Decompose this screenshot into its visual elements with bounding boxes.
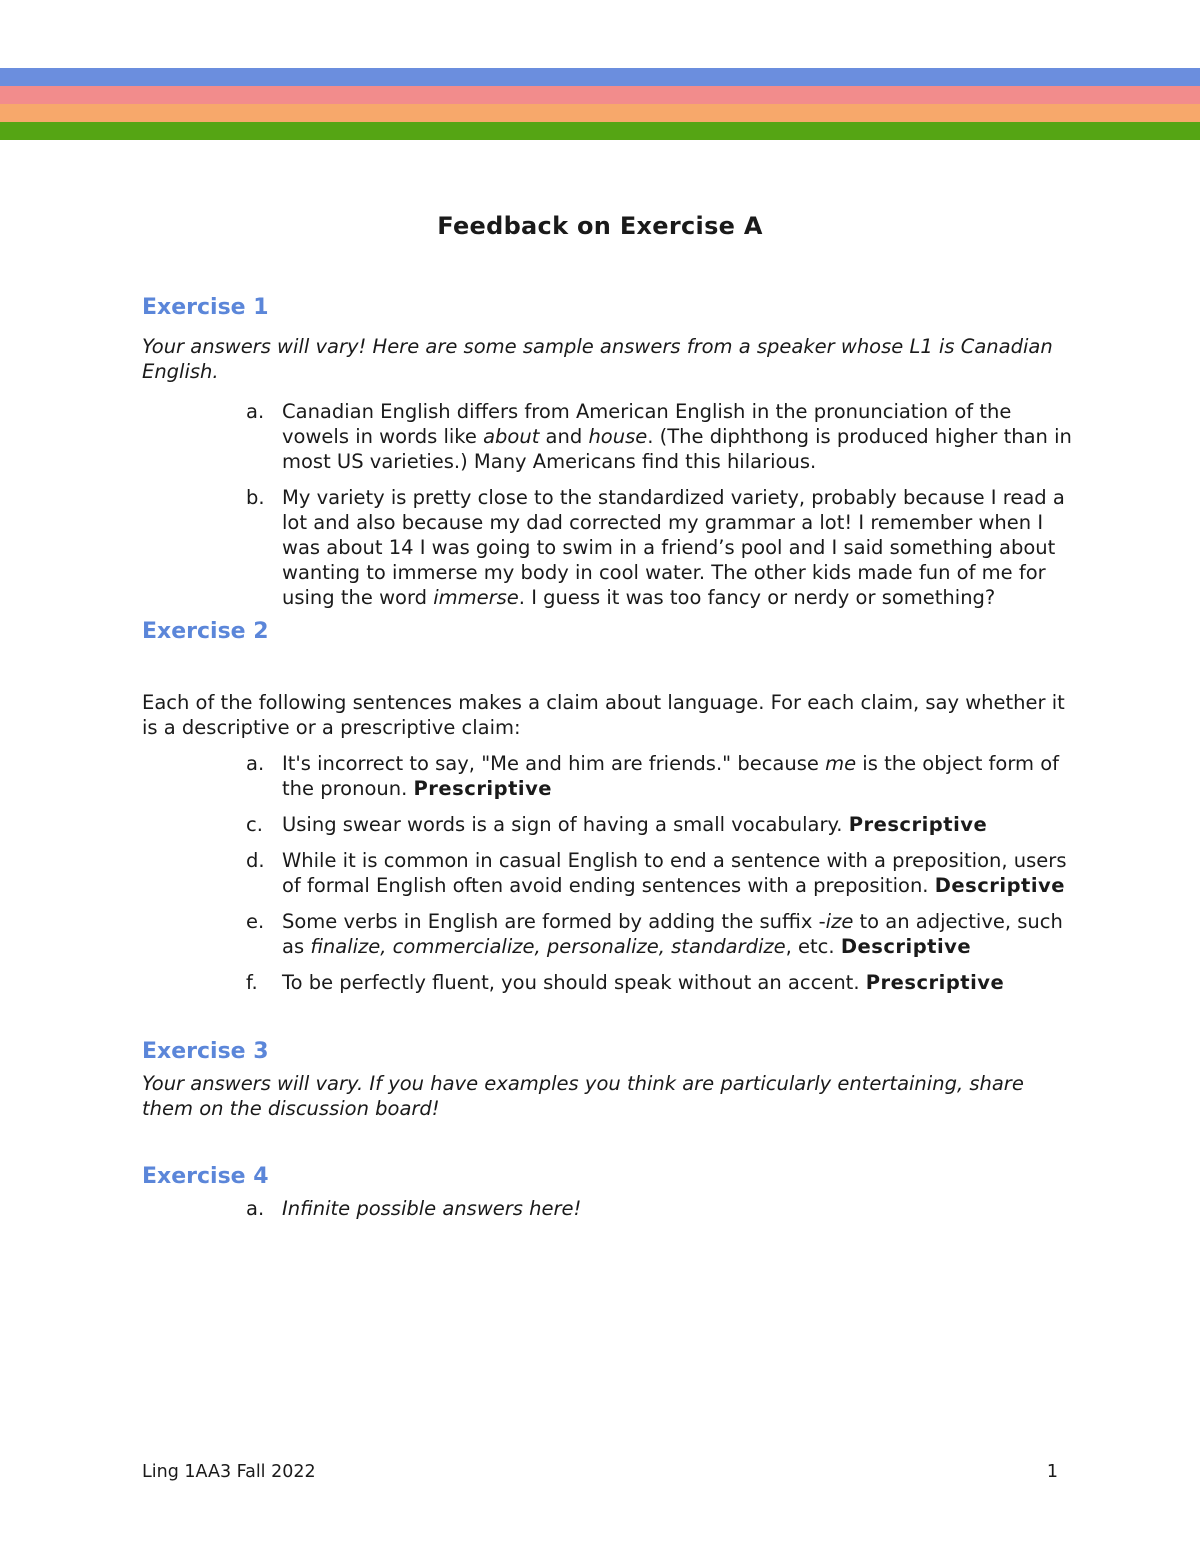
list-marker: d.	[246, 849, 265, 872]
exercise-1-intro: Your answers will vary! Here are some sample answers from a speaker whose L1 is Canadian English.	[142, 335, 1053, 383]
list-marker: a.	[246, 752, 265, 775]
answer-label: Descriptive	[840, 935, 972, 958]
exercise-3-intro: Your answers will vary. If you have examples you think are particularly entertaining, share them on the discussion board!	[142, 1072, 1024, 1120]
list-item	[246, 812, 1072, 837]
list-item	[246, 1196, 1072, 1221]
exercise-1-list	[142, 399, 1072, 610]
item-text: While it is common in casual English to end a sentence with a preposition, users of formal English often avoid ending sentences with a preposition.	[282, 849, 1067, 897]
item-text: , etc.	[785, 935, 841, 958]
item-text: It's incorrect to say, "Me and him are friends." because	[282, 752, 826, 775]
item-text: Some verbs in English are formed by adding the suffix -	[282, 910, 826, 933]
list-item	[246, 485, 1072, 610]
item-text: Using swear words is a sign of having a small vocabulary.	[282, 813, 849, 836]
list-item	[246, 909, 1072, 959]
exercise-2-list	[142, 751, 1072, 995]
exercise-1-heading: Exercise 1	[142, 295, 269, 320]
item-text: To be perfectly fluent, you should speak without an accent.	[282, 971, 866, 994]
answer-label: Prescriptive	[848, 813, 988, 836]
list-marker: b.	[246, 486, 265, 509]
item-text: My variety is pretty close to the standardized variety, probably because I read a lot and also because my dad corrected my grammar a lot! I remember when I was about 14 I was going to swim in a friend’s pool and I said something about wanting to immerse my body in cool water. The other kids made fun of me for using the word	[282, 486, 1065, 609]
stripe-blue	[0, 68, 1200, 86]
item-text: is the object form of the pronoun.	[282, 752, 1060, 800]
list-marker: c.	[246, 813, 263, 836]
item-emphasis: house	[588, 425, 648, 448]
header-color-stripes	[0, 68, 1200, 140]
item-emphasis: finalize, commercialize, personalize, standardize	[310, 935, 786, 958]
item-text: Canadian English differs from American English in the pronunciation of the vowels in words like	[282, 400, 1012, 448]
document-body	[142, 290, 1072, 1232]
exercise-2-heading: Exercise 2	[142, 619, 269, 644]
stripe-green	[0, 122, 1200, 140]
footer-page-number: 1	[1046, 1462, 1058, 1482]
list-item	[246, 848, 1072, 898]
exercise-3-heading: Exercise 3	[142, 1039, 269, 1064]
item-emphasis: Infinite possible answers here!	[282, 1197, 582, 1220]
list-item	[246, 970, 1072, 995]
exercise-4-list	[142, 1196, 1072, 1221]
list-marker: f.	[246, 971, 258, 994]
item-text: and	[539, 425, 589, 448]
item-emphasis: me	[825, 752, 857, 775]
item-text: . (The diphthong is produced higher than in most US varieties.) Many Americans find this hilarious.	[282, 425, 1072, 473]
exercise-2-intro: Each of the following sentences makes a claim about language. For each claim, say whether it is a descriptive or a prescriptive claim:	[142, 691, 1065, 739]
item-emphasis: about	[483, 425, 540, 448]
item-text: to an adjective, such as	[282, 910, 1063, 958]
footer-course: Ling 1AA3 Fall 2022	[142, 1462, 316, 1482]
stripe-pink	[0, 86, 1200, 104]
list-marker: a.	[246, 1197, 265, 1220]
answer-label: Prescriptive	[865, 971, 1005, 994]
stripe-orange	[0, 104, 1200, 122]
page-title: Feedback on Exercise A	[437, 212, 763, 240]
item-emphasis: immerse	[433, 586, 519, 609]
answer-label: Descriptive	[934, 874, 1065, 897]
list-marker: a.	[246, 400, 265, 423]
item-text: . I guess it was too fancy or nerdy or something?	[518, 586, 996, 609]
item-emphasis: ize	[825, 910, 854, 933]
list-item	[246, 751, 1072, 801]
list-item	[246, 399, 1072, 474]
answer-label: Prescriptive	[413, 777, 553, 800]
list-marker: e.	[246, 910, 265, 933]
exercise-4-heading: Exercise 4	[142, 1164, 269, 1189]
